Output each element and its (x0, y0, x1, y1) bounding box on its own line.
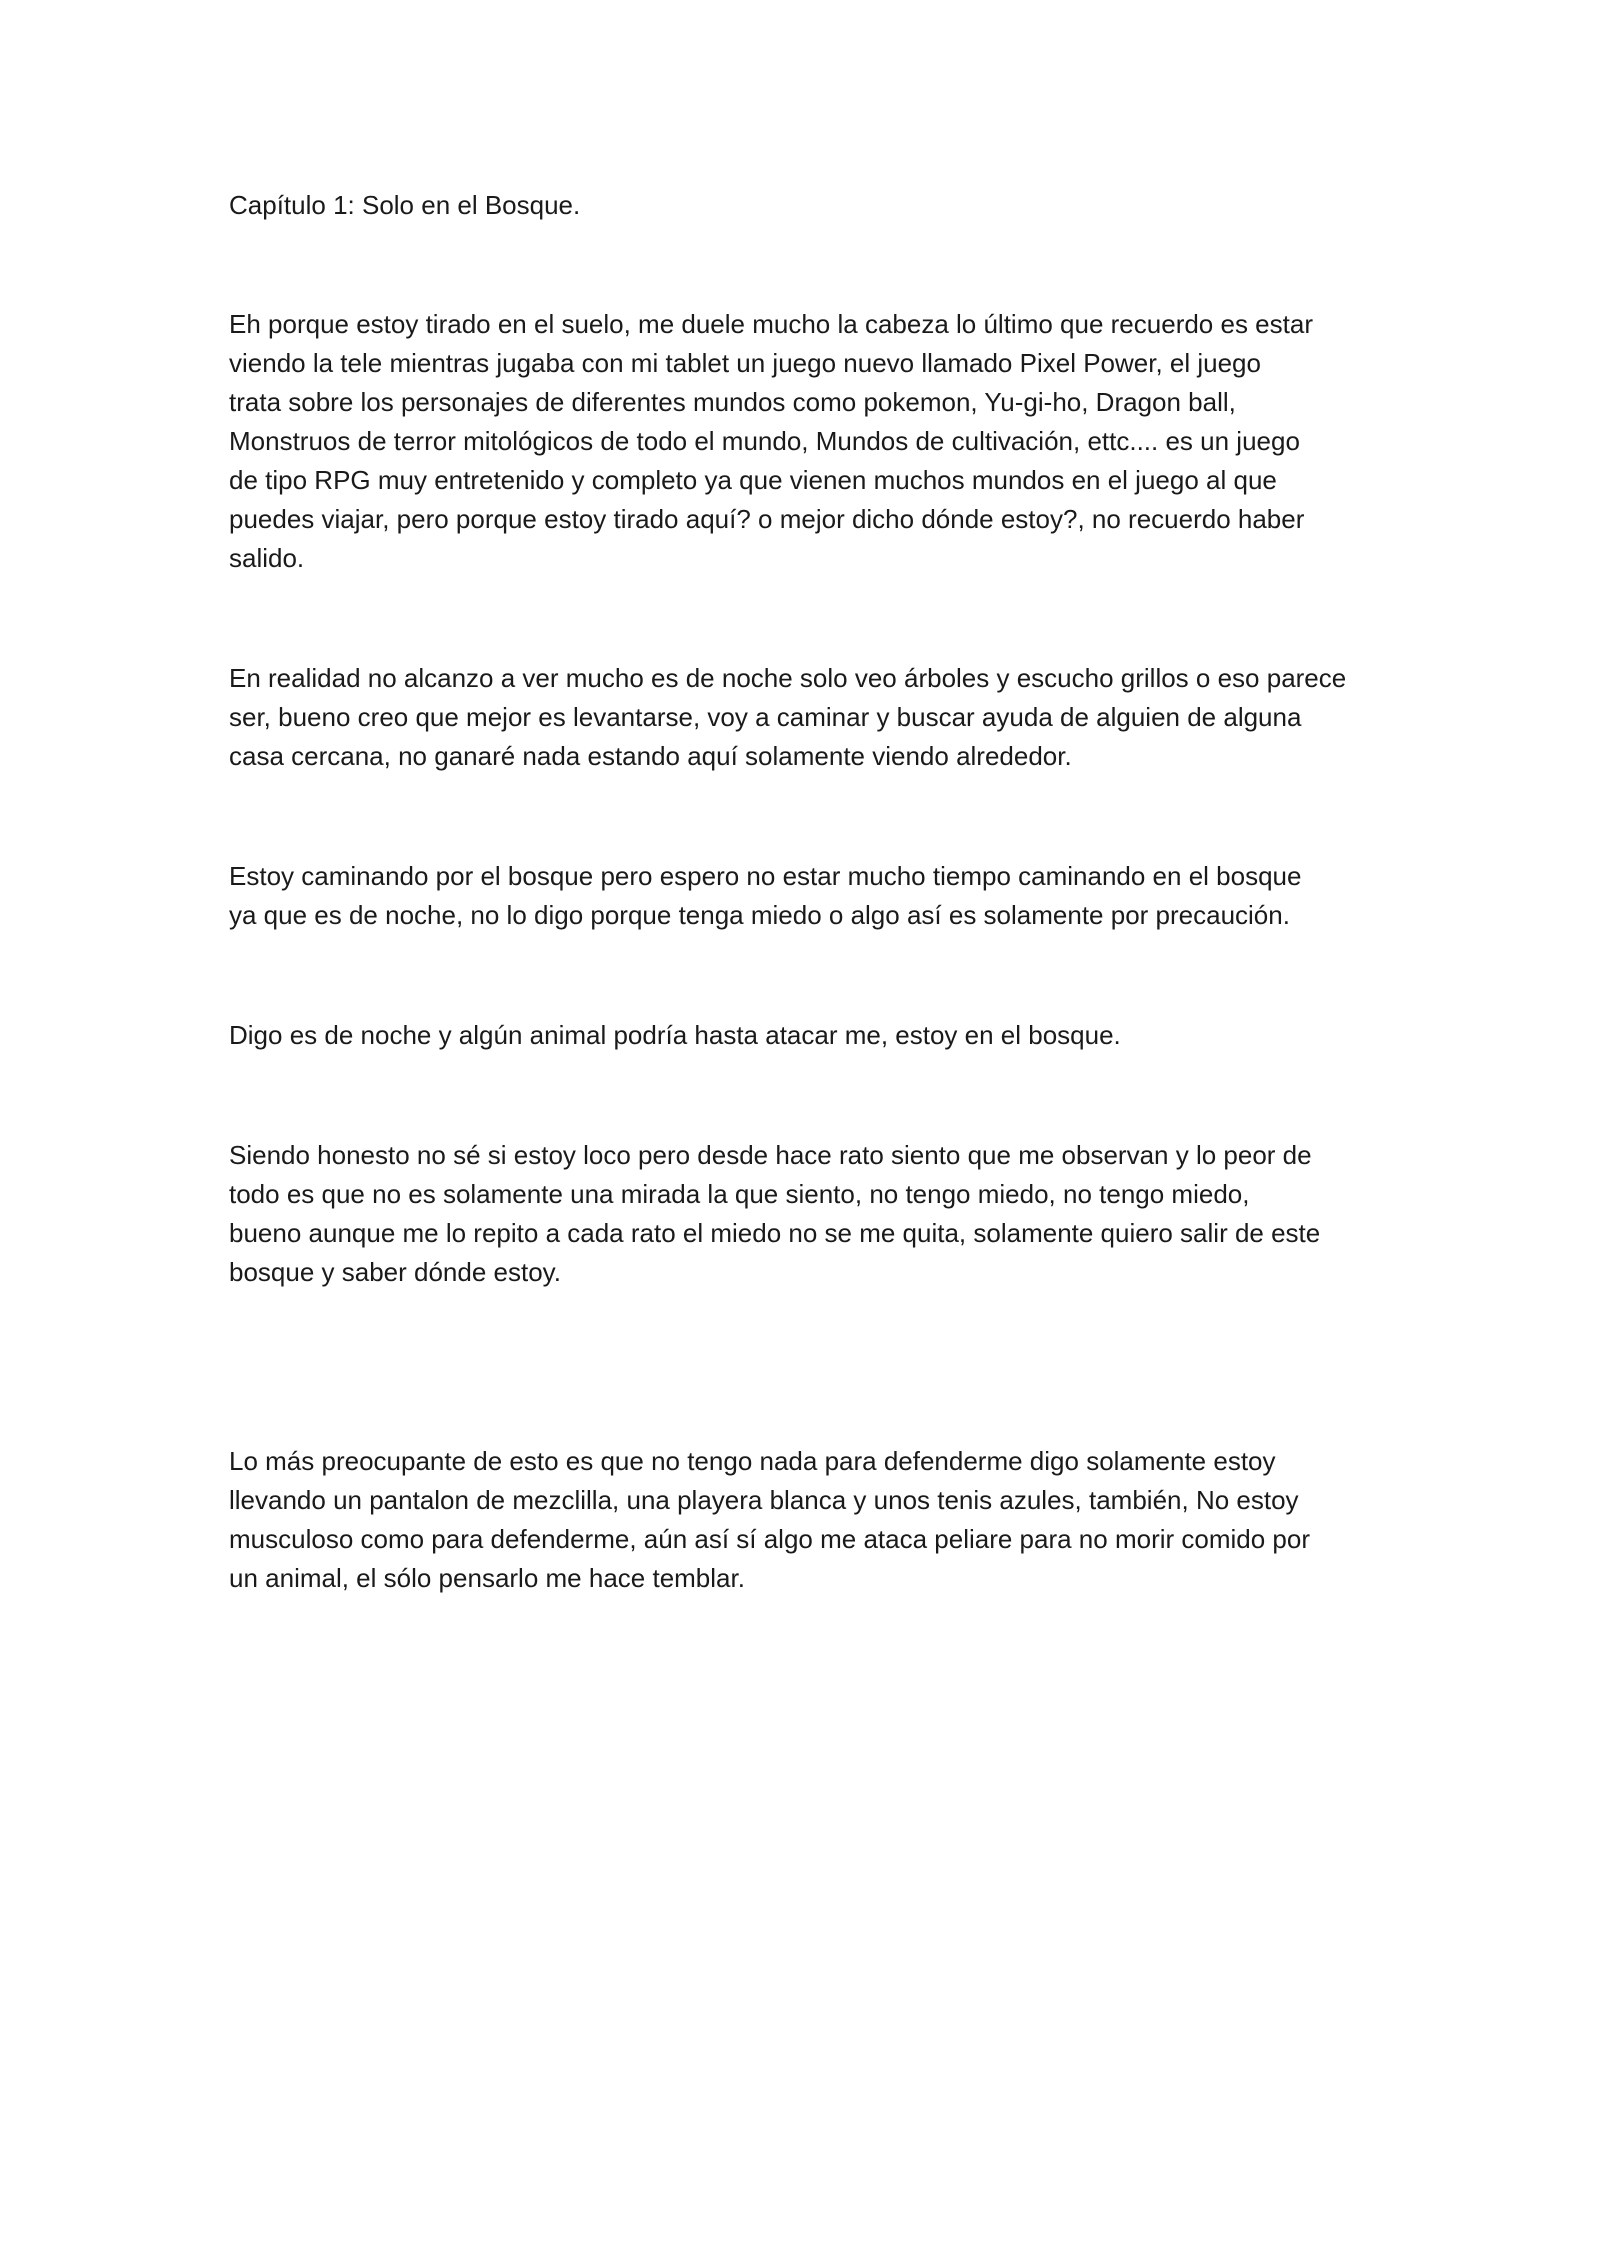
paragraph-line: llevando un pantalon de mezclilla, una playera blanca y unos tenis azules, también, No estoy (229, 1485, 1299, 1515)
paragraph-1 (229, 305, 1379, 578)
paragraph-line: salido. (229, 543, 305, 573)
paragraph-line: Estoy caminando por el bosque pero espero no estar mucho tiempo caminando en el bosque (229, 861, 1302, 891)
paragraph-line: todo es que no es solamente una mirada la que siento, no tengo miedo, no tengo miedo, (229, 1179, 1250, 1209)
paragraph-line: bosque y saber dónde estoy. (229, 1257, 561, 1287)
paragraph-line: un animal, el sólo pensarlo me hace temblar. (229, 1563, 745, 1593)
paragraph-line: Digo es de noche y algún animal podría hasta atacar me, estoy en el bosque. (229, 1020, 1121, 1050)
paragraph-5 (229, 1136, 1379, 1292)
paragraph-line: trata sobre los personajes de diferentes mundos como pokemon, Yu-gi-ho, Dragon ball, (229, 387, 1236, 417)
paragraph-line: En realidad no alcanzo a ver mucho es de noche solo veo árboles y escucho grillos o eso parece (229, 663, 1347, 693)
paragraph-line: puedes viajar, pero porque estoy tirado aquí? o mejor dicho dónde estoy?, no recuerdo haber (229, 504, 1305, 534)
paragraph-2 (229, 659, 1379, 776)
paragraph-line: ser, bueno creo que mejor es levantarse, voy a caminar y buscar ayuda de alguien de alguna (229, 702, 1302, 732)
paragraph-line: musculoso como para defenderme, aún así sí algo me ataca peliare para no morir comido por (229, 1524, 1311, 1554)
paragraph-line: bueno aunque me lo repito a cada rato el miedo no se me quita, solamente quiero salir de este (229, 1218, 1321, 1248)
paragraph-line: Siendo honesto no sé si estoy loco pero desde hace rato siento que me observan y lo peor de (229, 1140, 1312, 1170)
document-body (229, 186, 1379, 1598)
paragraph-line: ya que es de noche, no lo digo porque tenga miedo o algo así es solamente por precaución. (229, 900, 1290, 930)
paragraph-4 (229, 1016, 1379, 1055)
chapter-title: Capítulo 1: Solo en el Bosque. (229, 190, 581, 220)
paragraph-line: Lo más preocupante de esto es que no tengo nada para defenderme digo solamente estoy (229, 1446, 1276, 1476)
paragraph-line: casa cercana, no ganaré nada estando aquí solamente viendo alrededor. (229, 741, 1072, 771)
paragraph-line: Eh porque estoy tirado en el suelo, me duele mucho la cabeza lo último que recuerdo es estar (229, 309, 1313, 339)
paragraph-line: viendo la tele mientras jugaba con mi tablet un juego nuevo llamado Pixel Power, el juego (229, 348, 1261, 378)
paragraph-3 (229, 857, 1379, 935)
paragraph-line: de tipo RPG muy entretenido y completo ya que vienen muchos mundos en el juego al que (229, 465, 1277, 495)
paragraph-line: Monstruos de terror mitológicos de todo el mundo, Mundos de cultivación, ettc.... es un juego (229, 426, 1300, 456)
paragraph-6 (229, 1442, 1379, 1598)
